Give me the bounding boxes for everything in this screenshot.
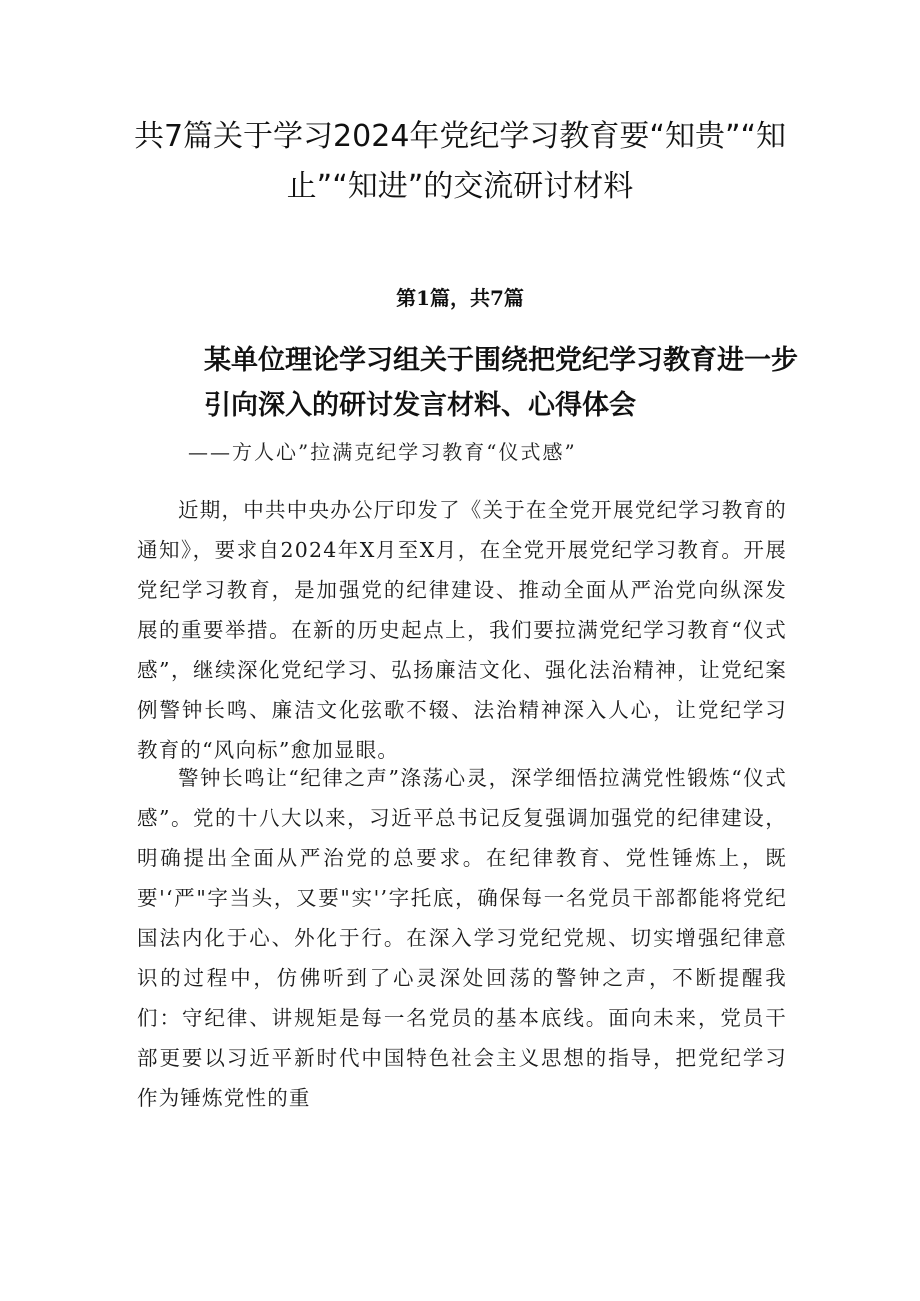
body-paragraph-1: 近期，中共中央办公厅印发了《关于在全党开展党纪学习教育的通知》，要求自2024年X月至X月，在全党开展党纪学习教育。开展党纪学习教育，是加强党的纪律建设、推动全面从严治党向纵深发展的重要举措。在新的历史起点上，我们要拉满党纪学习教育“仪式感”，继续深化党纪学习、弘扬廉洁文化、强化法治精神，让党纪案例警钟长鸣、廉洁文化弦歌不辍、法治精神深入人心，让党纪学习教育的“风向标”愈加显眼。 <box>137 498 787 762</box>
document-title: 共7篇关于学习2024年党纪学习教育要“知贵”“知止”“知进”的交流研讨材料 <box>133 119 787 204</box>
body-paragraph-2: 警钟长鸣让“纪律之声”涤荡心灵，深学细悟拉满党性锻炼“仪式感”。党的十八大以来，习近平总书记反复强调加强党的纪律建设，明确提出全面从严治党的总要求。在纪律教育、党性锤炼上，既要'‘严"字当头，又要"实'’字托底，确保每一名党员干部都能将党纪国法内化于心、外化于行。在深入学习党纪党规、切实增强纪律意识的过程中，仿佛听到了心灵深处回荡的警钟之声，不断提醒我们：守纪律、讲规矩是每一名党员的基本底线。面向未来，党员干部更要以习近平新时代中国特色社会主义思想的指导，把党纪学习作为锤炼党性的重 <box>137 766 787 1110</box>
part-label: 第1篇，共7篇 <box>396 286 524 310</box>
article-tagline: ——方人心”拉满克纪学习教育“仪式感” <box>188 440 577 464</box>
article-subtitle: 某单位理论学习组关于围绕把党纪学习教育进一步引向深入的研讨发言材料、心得体会 <box>204 345 798 421</box>
